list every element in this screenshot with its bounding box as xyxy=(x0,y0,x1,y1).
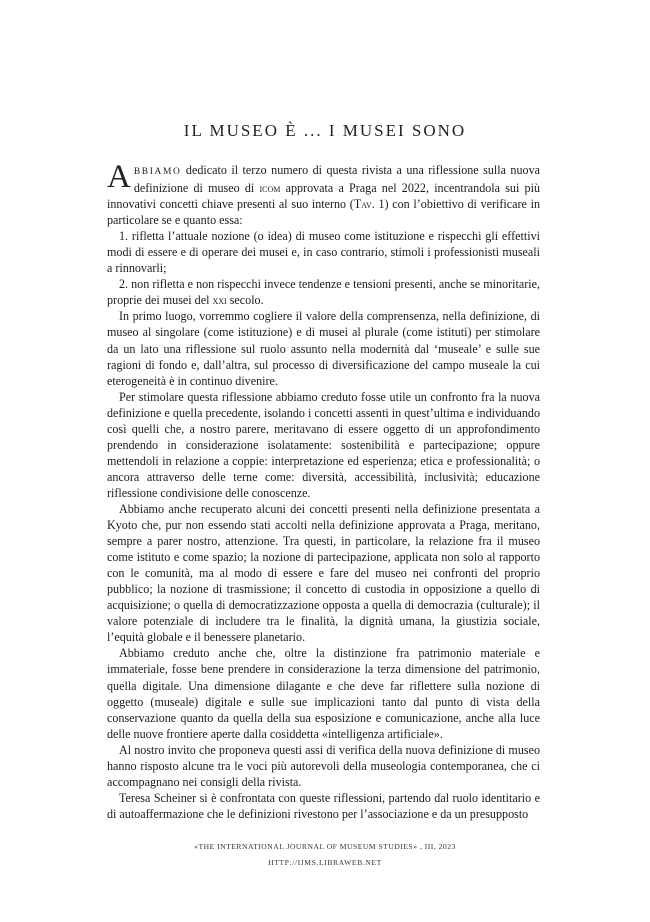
table-reference: Tav. 1 xyxy=(353,197,385,212)
paragraph-text: approvata a Praga nel 2022, incentrandola sui più innovativi concetti chiave presenti al suo interno ( xyxy=(107,181,540,212)
paragraph-text: dedicato il terzo numero di questa rivista a una riflessione sulla nuova definizione di museo di xyxy=(133,163,540,196)
list-item-1: 1. rifletta l’attuale nozione (o idea) di museo come istituzione e rispecchi gli effettivi modi di essere e di operare dei musei e, in caso contrario, stimoli i professionisti museali a rinnovarli; xyxy=(107,229,540,276)
drop-cap: A xyxy=(107,159,131,195)
paragraph-text: secolo. xyxy=(226,293,264,308)
article-body xyxy=(107,159,541,822)
paragraph-7: Teresa Scheiner si è confrontata con queste riflessioni, partendo dal ruolo identitario e di autoaffermazione che le definizioni rivestono per l’associazione e da un presupposto xyxy=(107,790,540,821)
paragraph-intro xyxy=(107,159,541,228)
icom-abbr: icom xyxy=(259,181,281,196)
paragraph-3: Per stimolare questa riflessione abbiamo creduto fosse utile un confronto fra la nuova definizione e quella precedente, isolando i concetti assenti in quest’ultima e individuando così quelli che, a nostro parere, meritavano di essere oggetto di un approfondimento prendendo in considerazione isolatamente: sostenibilità e partecipazione; oppure mettendoli in relazione a coppie: interpretazione ed esperienza; etica e professionalità; o ancora attraverso delle terne come: diversità, accessibilità, inclusività; educazione riflessione condivisione delle conoscenze. xyxy=(107,389,540,500)
paragraph-2: In primo luogo, vorremmo cogliere il valore della comprensenza, nella definizione, di museo al singolare (come istituzione) e di musei al plurale (come istituti) per stimolare da un lato una riflessione sul ruolo assunto nella modernità dal ‘museale’ e sulle sue ragioni di fondo e, dall’altra, sul processo di diversificazione del campo museale la cui eterogeneità è in continuo divenire. xyxy=(107,309,540,388)
century-numeral: xxi xyxy=(212,293,227,308)
list-item-2 xyxy=(107,276,540,308)
article-title: IL MUSEO È ... I MUSEI SONO xyxy=(183,121,467,140)
paragraph-6: Al nostro invito che proponeva questi assi di verifica della nuova definizione di museo hanno risposto alcune tra le voci più autorevoli della museologia contemporanea, che ci accompagnano nei consigli della rivista. xyxy=(107,742,540,789)
lead-word: BBIAMO xyxy=(133,167,182,177)
paragraph-text: ) con l’obiettivo di verificare in particolare se e quanto essa: xyxy=(107,197,541,228)
footer-url: HTTP://IJMS.LIBRAWEB.NET xyxy=(268,858,382,867)
paragraph-4: Abbiamo anche recuperato alcuni dei concetti presenti nella definizione presentata a Kyoto che, pur non essendo stati accolti nella definizione approvata a Praga, meritano, sempre a parer nostro, attenzione. Tra questi, in particolare, la relazione fra il museo come istituto e come spazio; la nozione di partecipazione, applicata non solo al rapporto con le comunità, ma al modo di essere e fare del museo nei confronti del proprio pubblico; la nozione di trasmissione; il concetto di custodia in opposizione a quello di acquisizione; o quella di democratizzazione opposta a quella di democrazia (culturale); il valore potenziale di includere tra le finalità, la dignità umana, la giustizia sociale, l’equità globale e il benessere planetario. xyxy=(107,501,540,645)
paragraph-5: Abbiamo creduto anche che, oltre la distinzione fra patrimonio materiale e immateriale, fosse bene prendere in considerazione la terza dimensione del patrimonio, quella digitale. Una dimensione dilagante e che deve far riflettere sulla nozione di oggetto (museale) digitale e sulle sue implicazioni tanto dal punto di vista della conservazione quanto da quella della sua esposizione e comunicazione, anche alla luce delle nuove frontiere aperte dalla cosiddetta «intelligenza artificiale». xyxy=(107,646,540,741)
footer-journal: «THE INTERNATIONAL JOURNAL OF MUSEUM STUDIES» , III, 2023 xyxy=(194,842,456,851)
paragraph-text: 2. non rifletta e non rispecchi invece tendenze e tensioni presenti, anche se minoritarie, proprie dei musei del xyxy=(107,277,540,308)
